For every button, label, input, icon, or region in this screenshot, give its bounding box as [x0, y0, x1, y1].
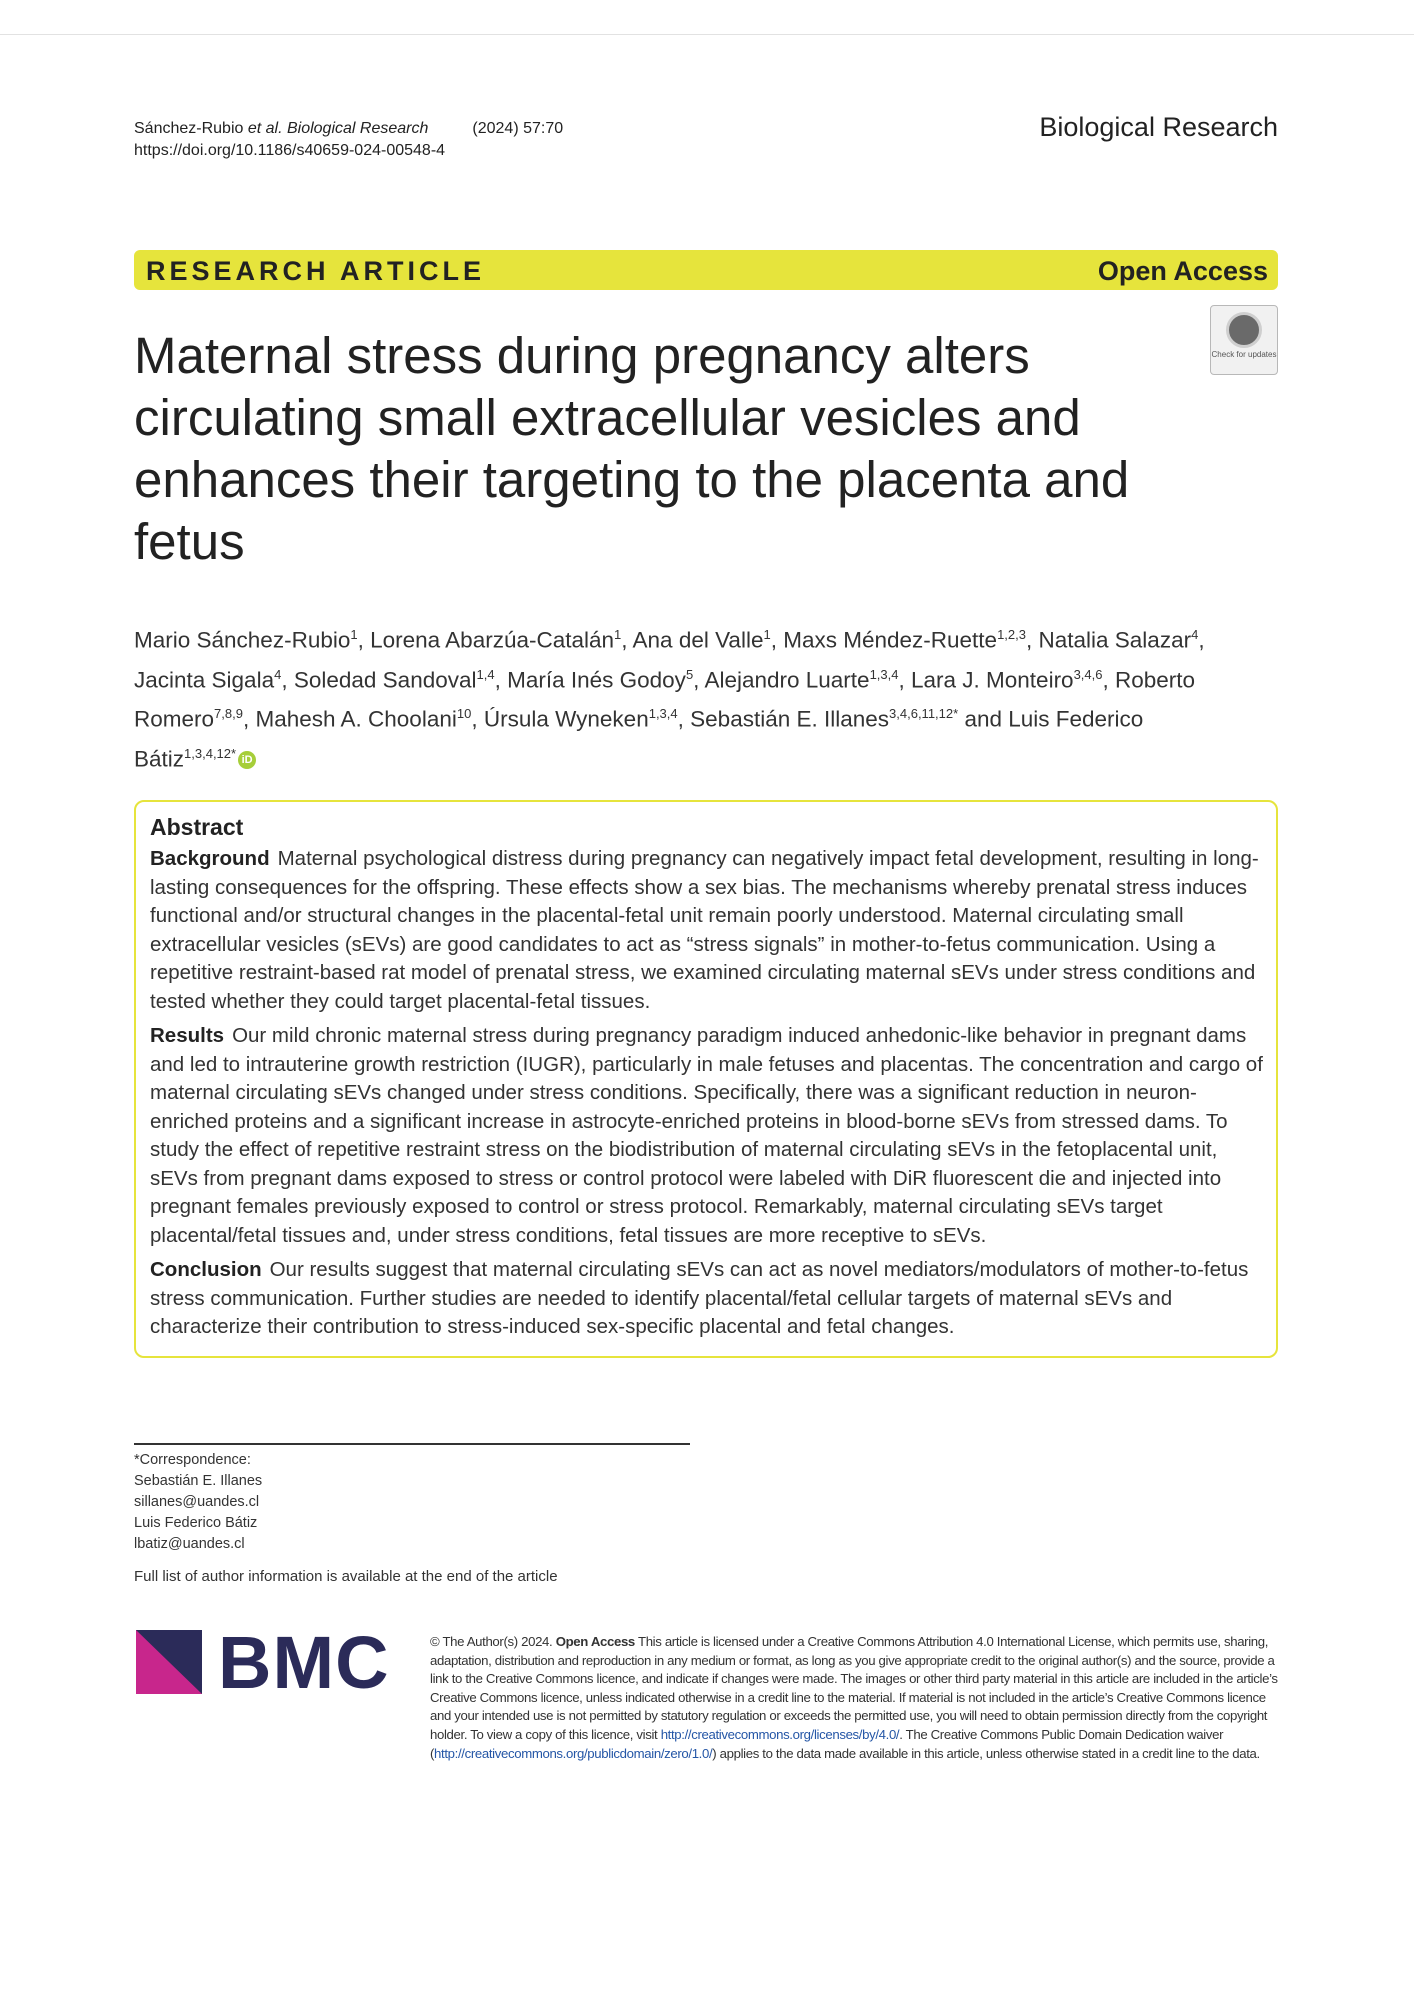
- citation-journal: Biological Research: [282, 120, 429, 137]
- correspondence-label: *Correspondence:: [134, 1452, 251, 1468]
- license-body-1: This article is licensed under a Creative Commons Attribution 4.0 International License, which permits use, sharing, adaptation, distribution and reproduction in any medium or format, as long as you give appropriate credit to the original author(s) and the source, provide a link to the Creative Commons licence, and indicate if changes were made. The images or other third party material in this article are included in the article’s Creative Commons licence, unless indicated otherwise in a credit line to the material. If material is not included in the article’s Creative Commons licence and your intended use is not permitted by statutory regulation or exceeds the permitted use, you will need to obtain permission directly from the copyright holder. To view a copy of this licence, visit: [430, 1634, 1278, 1742]
- author-name: Luis Federico Bátiz: [134, 706, 1144, 771]
- author-affiliation: 5: [685, 666, 694, 682]
- correspondence-name: Sebastián E. Illanes: [134, 1473, 263, 1489]
- author-name: Roberto Romero: [134, 667, 1196, 732]
- author-affiliation: 4: [274, 666, 282, 682]
- bmc-logo-mark-icon: [136, 1630, 206, 1696]
- author-affiliation: 1,2,3: [997, 627, 1026, 642]
- abstract-conclusion: [150, 1256, 1264, 1342]
- correspondence-email[interactable]: sillanes@uandes.cl: [134, 1494, 260, 1510]
- author-name: Sebastián E. Illanes: [690, 706, 890, 732]
- author-name: Mario Sánchez-Rubio: [134, 627, 351, 653]
- license-open-access: Open Access: [555, 1634, 635, 1649]
- bmc-logo: [134, 1621, 394, 1704]
- results-label: Results: [150, 1024, 225, 1047]
- background-label: Background: [150, 847, 270, 870]
- author-affiliation: 7,8,9: [214, 706, 243, 721]
- citation-line: [134, 118, 563, 140]
- author-affiliation: 1,3,4,12*: [184, 745, 237, 761]
- citation-block: [134, 118, 563, 162]
- author-name: Maxs Méndez-Ruette: [783, 627, 998, 653]
- author-name: María Inés Godoy: [507, 667, 686, 692]
- author-affiliation: 1: [614, 627, 622, 642]
- author-name: Soledad Sandoval: [293, 667, 477, 692]
- check-for-updates-label: Check for updates: [1211, 350, 1277, 359]
- correspondence-block: [134, 1450, 262, 1555]
- background-text: Maternal psychological distress during pregnancy can negatively impact fetal development, resulting in long-lasting consequences for the offspring. These effects show a sex bias. The mechanisms whereby prenatal stress induces functional and/or structural changes in the placental-fetal unit remain poorly understood. Maternal circulating small extracellular vesicles (sEVs) are good candidates to act as “stress signals” in mother-to-fetus communication. Using a repetitive restraint-based rat model of prenatal stress, we examined circulating maternal sEVs under stress conditions and tested whether they could target placental-fetal tissues.: [150, 847, 1259, 1013]
- footnote-divider: [134, 1443, 690, 1445]
- author-name: Natalia Salazar: [1038, 627, 1192, 653]
- abstract-background: [150, 845, 1264, 1016]
- article-type-banner: [134, 250, 1278, 290]
- check-for-updates-button[interactable]: [1210, 305, 1278, 375]
- author-name: Ana del Valle: [632, 627, 764, 653]
- author-list: Mario Sánchez-Rubio$^1$, Lorena Abarzúa-Catalán$^1$, Ana del Valle$^1$, Maxs Méndez-Ruette$^{1,2,3}$, Natalia Salazar$^4$, Jacinta Sigala$^4$, Soledad Sandoval$^{1,4}$, María Inés Godoy$^5$, Alejandro Luarte$^{1,3,4}$, Lara J. Monteiro$^{3,4,6}$, Roberto Romero$^{7,8,9}$, Mahesh A. Choolani$^{10}$, Úrsula Wyneken$^{1,3,4}$, Sebastián E. Illanes$^{3,4,6,11,12*}$ and Luis Federico Bátiz$^{1,3,4,12*}$ iD: [134, 627, 1205, 771]
- orcid-icon[interactable]: iD: [238, 751, 256, 769]
- correspondence-email[interactable]: lbatiz@uandes.cl: [134, 1536, 245, 1552]
- open-access-label: Open Access: [1097, 256, 1268, 286]
- correspondence-name: Luis Federico Bátiz: [134, 1515, 258, 1531]
- article-title: Maternal stress during pregnancy alters circulating small extracellular vesicles and enhances their targeting to the placenta and fetus: [134, 327, 1130, 570]
- license-text: [430, 1633, 1280, 1763]
- author-affiliation: 3,4,6: [1073, 666, 1103, 682]
- author-affiliation: 10: [456, 706, 472, 721]
- author-conjunction: and: [958, 706, 1009, 732]
- abstract-heading: Abstract: [150, 814, 244, 840]
- conclusion-label: Conclusion: [150, 1258, 262, 1281]
- results-text: Our mild chronic maternal stress during pregnancy paradigm induced anhedonic-like behavior in pregnant dams and led to intrauterine growth restriction (IUGR), particularly in male fetuses and placentas. The concentration and cargo of maternal circulating sEVs changed under stress conditions. Specifically, there was a significant reduction in neuron-enriched proteins and a significant increase in astrocyte-enriched proteins in blood-borne sEVs from stressed dams. To study the effect of repetitive restraint stress on the biodistribution of maternal circulating sEVs in the fetoplacental unit, sEVs from pregnant dams exposed to stress or control protocol were labeled with DiR fluorescent die and injected into pregnant females previously exposed to control or stress protocol. Remarkably, maternal circulating sEVs target placental/fetal tissues and, under stress conditions, fetal tissues are more receptive to sEVs.: [150, 1024, 1263, 1247]
- abstract-results: [150, 1022, 1264, 1250]
- citation-etal: et al.: [247, 120, 283, 137]
- license-link-by[interactable]: http://creativecommons.org/licenses/by/4.0/: [660, 1726, 900, 1742]
- author-name: Jacinta Sigala: [134, 667, 275, 692]
- license-copyright: © The Author(s) 2024.: [430, 1634, 553, 1649]
- license-link-zero[interactable]: http://creativecommons.org/publicdomain/zero/1.0/: [434, 1745, 713, 1761]
- abstract-box: [134, 800, 1278, 1358]
- citation-authors: Sánchez-Rubio: [134, 120, 248, 137]
- check-for-updates-icon: [1226, 312, 1262, 348]
- doi-link[interactable]: https://doi.org/10.1186/s40659-024-00548-4: [134, 142, 446, 159]
- author-name: Alejandro Luarte: [704, 667, 870, 692]
- conclusion-text: Our results suggest that maternal circulating sEVs can act as novel mediators/modulators of mother-to-fetus stress communication. Further studies are needed to identify placental/fetal cellular targets of maternal sEVs and characterize their contribution to stress-induced sex-specific placental and fetal changes.: [150, 1258, 1249, 1338]
- author-name: Úrsula Wyneken: [483, 706, 649, 732]
- license-body-2: . The Creative Commons Public Domain Dedication waiver (: [430, 1726, 1224, 1761]
- citation-year: (2024) 57:70: [472, 120, 564, 137]
- author-affiliation: 1,3,4: [869, 666, 899, 682]
- author-name: Mahesh A. Choolani: [255, 706, 457, 732]
- author-affiliation: 1: [763, 627, 771, 642]
- author-name: Lorena Abarzúa-Catalán: [370, 627, 615, 653]
- author-affiliation: 4: [1191, 627, 1199, 642]
- author-affiliation: 1,4: [476, 666, 495, 682]
- author-affiliation: 3,4,6,11,12*: [889, 706, 959, 721]
- author-affiliation: 1: [350, 627, 358, 642]
- author-affiliation: 1,3,4: [648, 706, 678, 721]
- article-type-label: RESEARCH ARTICLE: [146, 256, 486, 286]
- journal-name: Biological Research: [1039, 112, 1278, 142]
- license-body-3: ) applies to the data made available in this article, unless otherwise stated in a credit line to the data.: [712, 1745, 1260, 1761]
- author-name: Lara J. Monteiro: [911, 667, 1074, 692]
- bmc-logo-text: BMC: [218, 1621, 390, 1704]
- top-divider: [0, 34, 1414, 35]
- author-info-note: Full list of author information is available at the end of the article: [134, 1568, 558, 1585]
